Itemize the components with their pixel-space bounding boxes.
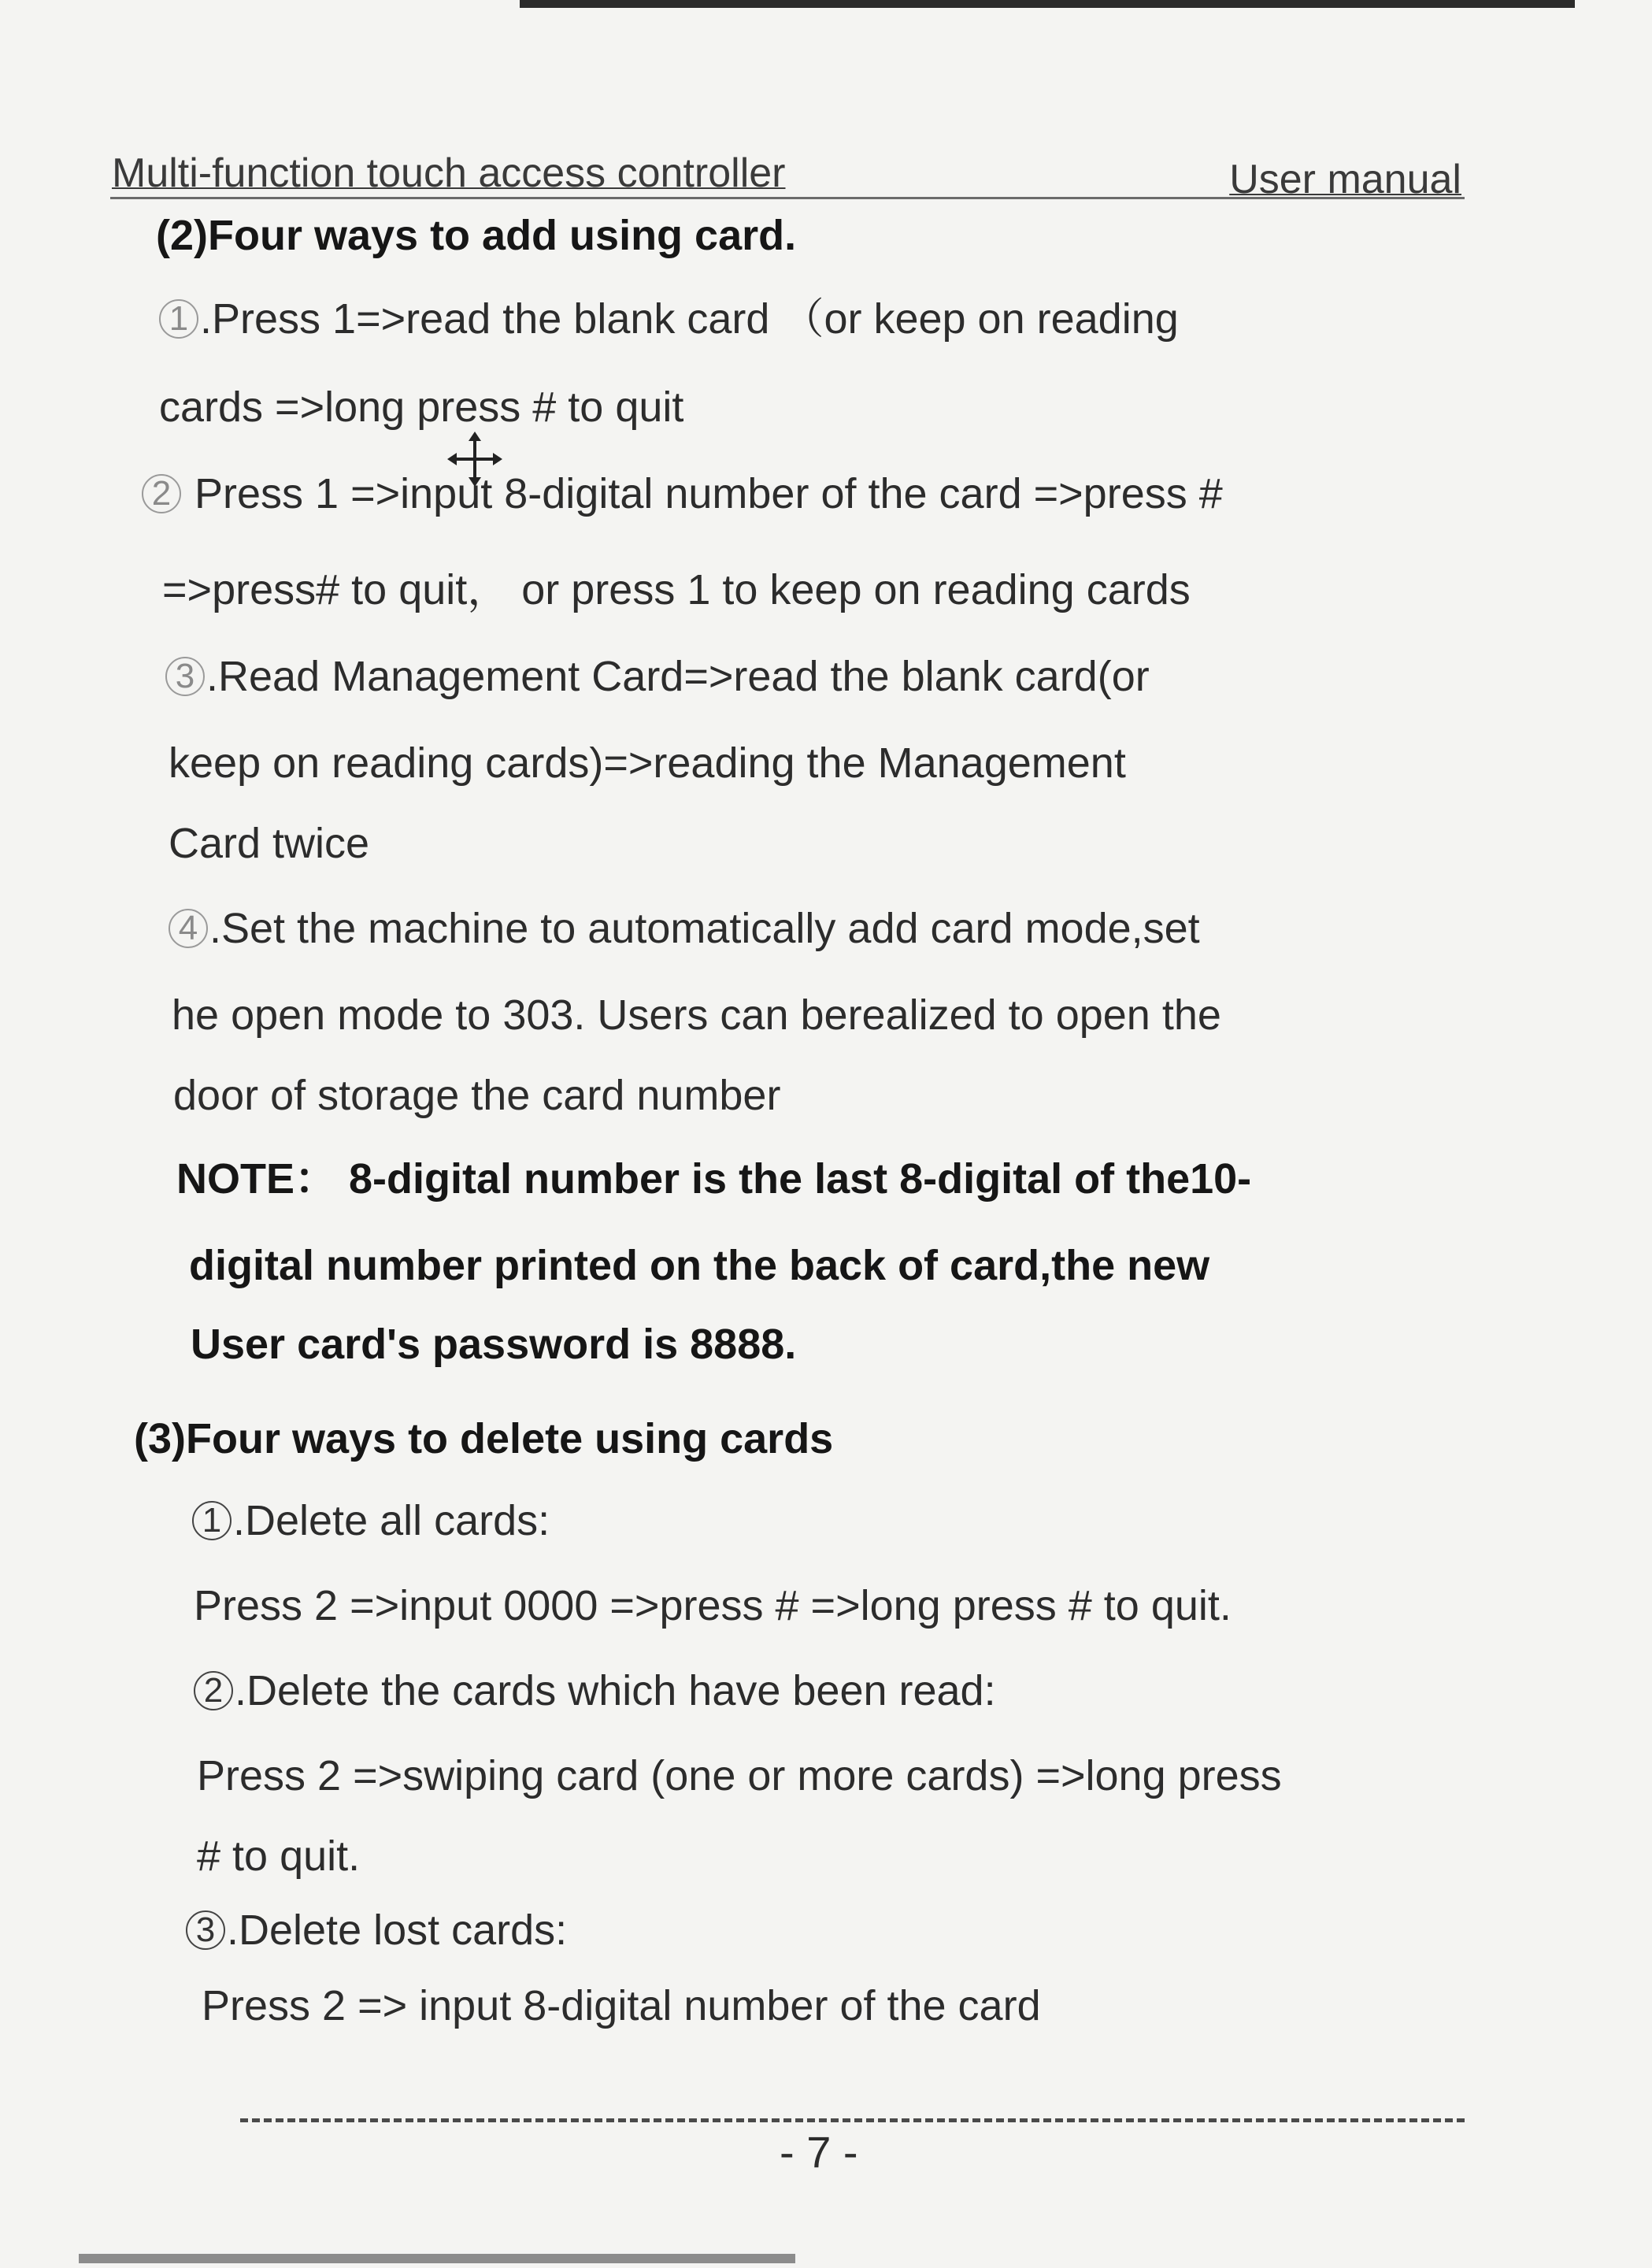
scan-edge-top <box>520 0 1575 8</box>
circled-number-2: 2 <box>194 1671 233 1710</box>
page-header <box>110 142 1465 202</box>
note-line-1: NOTE： 8-digital number is the last 8-digital of the10- <box>176 1155 1252 1203</box>
add-step-1-line-1: 1 .Press 1=>read the blank card （or keep on reading <box>159 298 1179 340</box>
page-number: - 7 - <box>780 2127 858 2177</box>
delete-step-3-line-1: Press 2 => input 8-digital number of the card <box>202 1982 1041 2029</box>
delete-step-2-line-2: # to quit. <box>197 1833 361 1880</box>
circled-number-1: 1 <box>192 1501 232 1540</box>
circled-number-4: 4 <box>169 909 208 948</box>
note-line-2: digital number printed on the back of card,the new <box>189 1242 1210 1289</box>
header-title: Multi-function touch access controller <box>112 150 786 196</box>
delete-step-1-title: 1 .Delete all cards: <box>192 1499 550 1542</box>
add-step-2-line-2: =>press# to quit， or press 1 to keep on reading cards <box>162 566 1191 613</box>
add-step-3-line-2: keep on reading cards)=>reading the Management <box>169 739 1126 787</box>
add-step-3-line-3: Card twice <box>169 820 370 867</box>
delete-step-2-title: 2 .Delete the cards which have been read: <box>194 1670 996 1712</box>
add-step-4-line-1: 4 .Set the machine to automatically add card mode,set <box>169 907 1200 950</box>
add-step-4-line-2: he open mode to 303. Users can berealized to open the <box>172 991 1221 1039</box>
delete-step-2-line-1: Press 2 =>swiping card (one or more cards) =>long press <box>197 1752 1282 1799</box>
note-line-3: User card's password is 8888. <box>191 1321 797 1368</box>
section2-heading: (2)Four ways to add using card. <box>156 212 797 259</box>
delete-step-1-line-1: Press 2 =>input 0000 =>press # =>long press # to quit. <box>194 1582 1232 1629</box>
circled-number-2: 2 <box>142 474 181 513</box>
circled-number-3: 3 <box>186 1910 225 1950</box>
section3-heading: (3)Four ways to delete using cards <box>134 1415 834 1462</box>
header-doc-type: User manual <box>1229 157 1461 202</box>
add-step-2-line-1: 2 Press 1 =>input 8-digital number of the card =>press # <box>142 472 1223 515</box>
scan-edge-bottom <box>79 2254 795 2263</box>
circled-number-1: 1 <box>159 299 198 339</box>
add-step-3-line-1: 3 .Read Management Card=>read the blank card(or <box>165 655 1150 698</box>
footer-rule <box>240 2118 1465 2122</box>
delete-step-3-title: 3 .Delete lost cards: <box>186 1909 567 1951</box>
add-step-4-line-3: door of storage the card number <box>173 1072 781 1119</box>
circled-number-3: 3 <box>165 657 205 696</box>
add-step-1-line-2: cards =>long press # to quit <box>159 384 684 431</box>
